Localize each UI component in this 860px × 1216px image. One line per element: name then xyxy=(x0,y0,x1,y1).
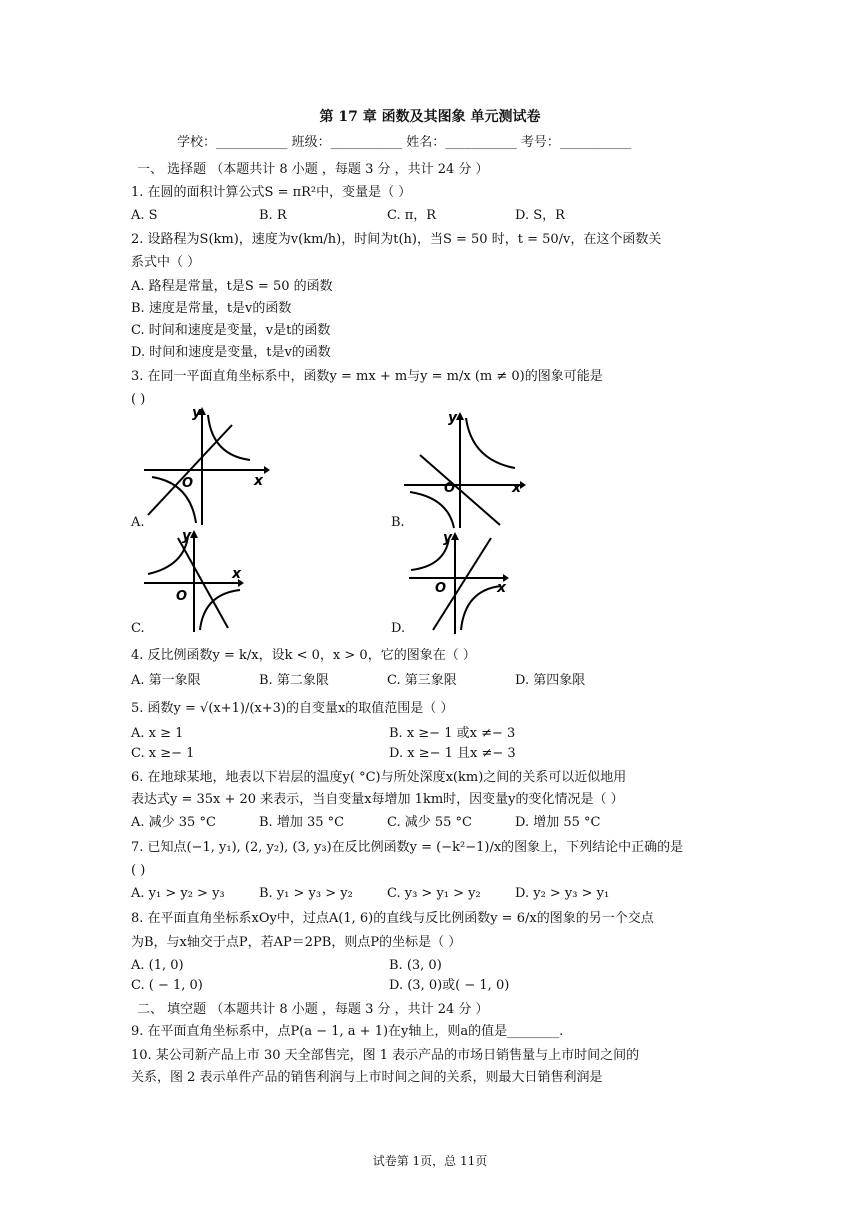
option-a: A. S xyxy=(131,208,158,223)
x-axis-label: x xyxy=(497,580,507,596)
question-3-stem: 3. 在同一平面直角坐标系中，函数y = mx + m与y = m/x (m ≠ 0)的图象可能是 xyxy=(131,369,603,384)
question-7-stem-cont: ( ) xyxy=(131,863,146,878)
origin-label: O xyxy=(435,581,447,596)
question-6-stem: 6. 在地球某地，地表以下岩层的温度y( °C)与所处深度x(km)之间的关系可以近似地用 xyxy=(131,770,627,785)
question-1-stem: 1. 在圆的面积计算公式S = πR²中，变量是（ ） xyxy=(131,185,412,200)
question-3-stem-cont: ( ) xyxy=(131,392,146,407)
question-5-options-row1 xyxy=(131,724,731,744)
question-7-stem: 7. 已知点(−1, y₁), (2, y₂), (3, y₃)在反比例函数y = (−k²−1)/x的图象上，下列结论中正确的是 xyxy=(131,840,684,855)
y-axis-label: y xyxy=(443,530,453,546)
option-c: C. 减少 55 °C xyxy=(387,815,473,830)
graph-c xyxy=(140,528,250,633)
question-2-option-b: B. 速度是常量，t是v的函数 xyxy=(131,301,292,316)
option-d: D. y₂ > y₃ > y₁ xyxy=(515,886,610,901)
page-footer: 试卷第 1页，总 11页 xyxy=(372,1154,488,1168)
option-a: A. (1, 0) xyxy=(131,958,184,973)
option-a: A. y₁ > y₂ > y₃ xyxy=(131,886,225,901)
y-axis-label: y xyxy=(448,410,458,426)
question-8-options-row2 xyxy=(131,976,731,996)
origin-label: O xyxy=(176,589,188,604)
option-b: B. 增加 35 °C xyxy=(259,815,345,830)
question-1-options xyxy=(131,206,731,226)
graph-b-label: B. xyxy=(391,515,405,530)
question-4-options xyxy=(131,671,731,691)
option-d: D. S，R xyxy=(515,208,565,223)
origin-label: O xyxy=(182,476,194,491)
option-b: B. x ≥− 1 或x ≠− 3 xyxy=(389,726,516,741)
question-8-stem-cont: 为B，与x轴交于点P，若AP＝2PB，则点P的坐标是（ ） xyxy=(131,935,462,950)
question-8-stem: 8. 在平面直角坐标系xOy中，过点A(1, 6)的直线与反比例函数y = 6/x的图象的另一个交点 xyxy=(131,911,654,926)
question-5-stem: 5. 函数y = √(x+1)/(x+3)的自变量x的取值范围是（ ） xyxy=(131,701,454,716)
y-axis-label: y xyxy=(192,405,202,421)
option-c: C. π，R xyxy=(387,208,437,223)
x-axis-label: x xyxy=(254,473,264,489)
question-2-option-d: D. 时间和速度是变量，t是v的函数 xyxy=(131,345,331,360)
x-axis-label: x xyxy=(232,566,242,582)
question-6-options xyxy=(131,813,731,833)
option-d: D. 第四象限 xyxy=(515,673,586,688)
graph-c-label: C. xyxy=(131,621,145,636)
option-b: B. R xyxy=(259,208,287,223)
question-2-option-a: A. 路程是常量，t是S = 50 的函数 xyxy=(131,279,333,294)
graph-b xyxy=(400,410,530,530)
option-d: D. x ≥− 1 且x ≠− 3 xyxy=(389,746,516,761)
question-6-stem-cont: 表达式y = 35x + 20 来表示，当自变量x每增加 1km时，因变量y的变化情况是（ ） xyxy=(131,792,624,807)
graph-d xyxy=(405,530,515,635)
question-2-stem: 2. 设路程为S(km)，速度为v(km/h)，时间为t(h)，当S = 50 时，t = 50/v，在这个函数关 xyxy=(131,232,662,247)
question-10-stem-cont: 关系，图 2 表示单件产品的销售利润与上市时间之间的关系，则最大日销售利润是 xyxy=(131,1070,603,1085)
question-5-options-row2 xyxy=(131,744,731,764)
option-c: C. ( − 1, 0) xyxy=(131,978,203,993)
x-axis-label: x xyxy=(512,480,522,496)
option-d: D. 增加 55 °C xyxy=(515,815,601,830)
question-2-option-c: C. 时间和速度是变量，v是t的函数 xyxy=(131,323,331,338)
section-1-heading: 一、 选择题 （本题共计 8 小题 ，每题 3 分 ，共计 24 分 ） xyxy=(137,162,489,177)
option-d: D. (3, 0)或( − 1, 0) xyxy=(389,978,510,993)
question-10-stem: 10. 某公司新产品上市 30 天全部售完，图 1 表示产品的市场日销售量与上市时间之间的 xyxy=(131,1048,640,1063)
exam-title: 第 17 章 函数及其图象 单元测试卷 xyxy=(319,109,541,125)
option-b: B. y₁ > y₃ > y₂ xyxy=(259,886,353,901)
question-4-stem: 4. 反比例函数y = k/x，设k < 0，x > 0，它的图象在（ ） xyxy=(131,648,476,663)
option-b: B. (3, 0) xyxy=(389,958,442,973)
option-c: C. 第三象限 xyxy=(387,673,457,688)
option-a: A. 第一象限 xyxy=(131,673,201,688)
option-a: A. x ≥ 1 xyxy=(131,726,184,741)
option-c: C. x ≥− 1 xyxy=(131,746,195,761)
option-c: C. y₃ > y₁ > y₂ xyxy=(387,886,481,901)
graph-d-label: D. xyxy=(391,621,406,636)
option-b: B. 第二象限 xyxy=(259,673,329,688)
option-a: A. 减少 35 °C xyxy=(131,815,216,830)
graph-a xyxy=(140,405,270,530)
question-9-stem: 9. 在平面直角坐标系中，点P(a − 1, a + 1)在y轴上，则a的值是________. xyxy=(131,1024,564,1039)
section-2-heading: 二、 填空题 （本题共计 8 小题 ，每题 3 分 ，共计 24 分 ） xyxy=(137,1002,489,1017)
question-8-options-row1 xyxy=(131,956,731,976)
question-7-options xyxy=(131,884,731,904)
header-fields: 学校：___________ 班级：___________ 姓名：___________ 考号：___________ xyxy=(177,135,632,150)
y-axis-label: y xyxy=(182,528,192,544)
origin-label: O xyxy=(444,481,456,496)
graph-a-label: A. xyxy=(131,515,145,530)
question-2-stem-cont: 系式中（ ） xyxy=(131,255,201,270)
